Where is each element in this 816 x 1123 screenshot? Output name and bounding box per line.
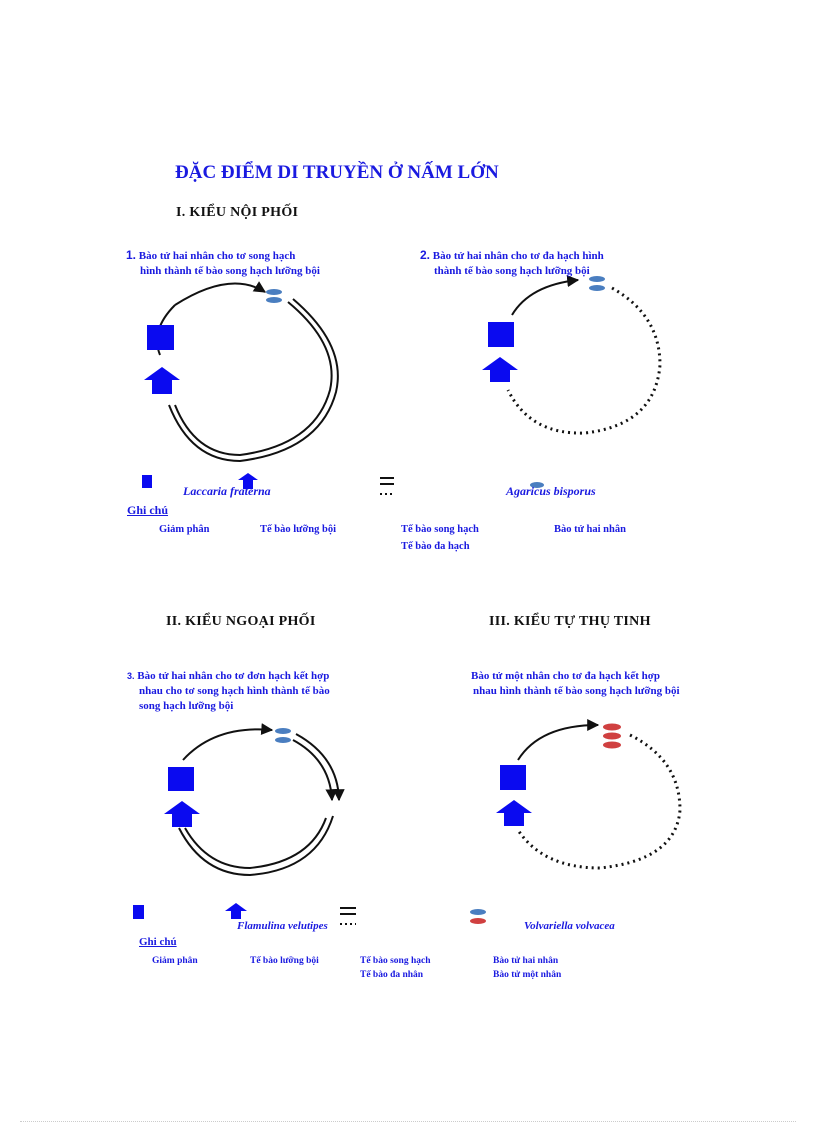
meiosis-arrow-1: [144, 367, 180, 394]
diagram-4-cycle: [496, 724, 680, 869]
spore-1b: [266, 297, 282, 303]
species-laccaria: Laccaria fraterna: [183, 484, 271, 498]
legend-1-multinucleate: Tế bào đa hạch: [401, 541, 470, 552]
meiosis-arrow-2: [482, 357, 518, 382]
legend-2-binucleate-spore: Bào tử hai nhân: [493, 956, 559, 966]
spore-3a: [275, 728, 291, 734]
diagram-3-cycle: [164, 728, 339, 875]
legend-1-dikaryon: Tế bào song hạch: [401, 524, 479, 535]
legend-2-heading: Ghi chú: [139, 936, 177, 948]
diploid-cell-square-4: [500, 765, 526, 790]
diagram-1-caption: 1. Bào tử hai nhân cho tơ song hạch hình thành tế bào song hạch lưỡng bội: [126, 248, 320, 277]
diagram-2-caption: 2. Bào tử hai nhân cho tơ đa hạch hình thành tế bào song hạch lưỡng bội: [420, 248, 604, 277]
diagram-2-cycle: [482, 276, 660, 433]
legend-1-heading: Ghi chú: [127, 503, 169, 517]
legend-2-dikaryon: Tế bào song hạch: [360, 956, 431, 966]
meiosis-arrow-3: [164, 801, 200, 827]
meiosis-arrow-4: [496, 800, 532, 826]
legend-1-binucleate-spore: Bào tử hai nhân: [554, 524, 626, 535]
section-2-heading: II. KIỂU NGOẠI PHỐI: [166, 614, 316, 629]
spore-3b: [275, 737, 291, 743]
legend-1-diploid: Tế bào lưỡng bội: [260, 524, 337, 535]
legend-2-meiosis: Giảm phân: [152, 956, 198, 966]
spore-1a: [266, 289, 282, 295]
diagram-1-cycle: [144, 284, 338, 461]
diploid-cell-square-2: [488, 322, 514, 347]
page-title: ĐẶC ĐIỂM DI TRUYỀN Ở NẤM LỚN: [175, 162, 499, 183]
legend-2-uninucleate-spore: Bào tử một nhân: [493, 970, 562, 980]
species-agaricus: Agaricus bisporus: [506, 484, 596, 498]
legend-2-diploid: Tế bào lưỡng bội: [250, 956, 319, 966]
diagram-3-caption: 3. Bào tử hai nhân cho tơ đơn hạch kết hợp nhau cho tơ song hạch hình thành tế bào song hạch lưỡng bội: [127, 670, 330, 712]
page-footer-divider: [20, 1121, 796, 1122]
diploid-cell-square-3: [168, 767, 194, 791]
section-1-heading: I. KIỂU NỘI PHỐI: [176, 205, 299, 220]
species-volvariella: Volvariella volvacea: [524, 920, 615, 932]
diagram-4-caption: Bào tử một nhân cho tơ đa hạch kết hợp nhau hình thành tế bào song hạch lưỡng bội: [471, 670, 680, 697]
species-flammulina: Flamulina velutipes: [237, 920, 328, 932]
diploid-cell-square-1: [147, 325, 174, 350]
section-3-heading: III. KIỂU TỰ THỤ TINH: [489, 614, 651, 629]
legend-1-meiosis: Giảm phân: [159, 524, 210, 535]
legend-2-multinucleate: Tế bào đa nhân: [360, 970, 424, 980]
spore-2b: [589, 285, 605, 291]
